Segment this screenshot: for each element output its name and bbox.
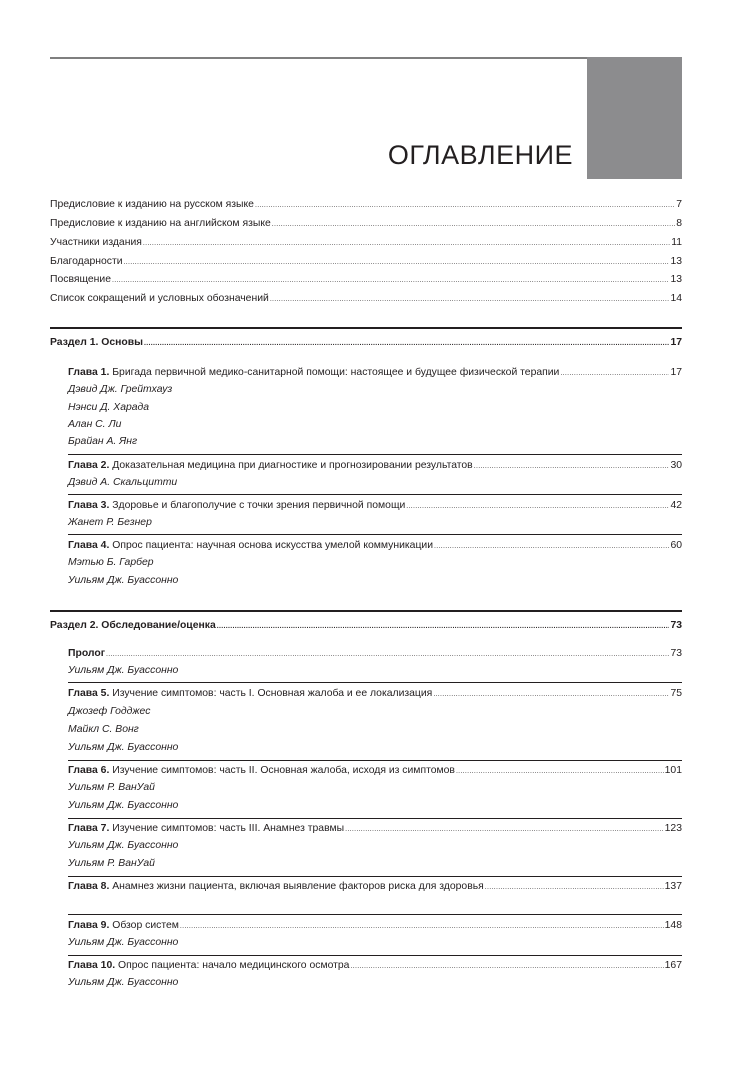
chapter-page: 60 [670,540,682,551]
section-rule [50,327,682,329]
chapter-author: Уильям Дж. Буассонно [68,742,179,753]
toc-entry[interactable] [50,198,682,213]
chapter-separator [68,914,682,915]
chapter-title: Здоровье и благополучие с точки зрения первичной помощи [109,500,406,511]
chapter-separator [68,454,682,455]
entry-title: Посвящение [50,274,112,285]
dot-leader [106,647,669,662]
chapter-author: Жанет Р. Безнер [68,517,152,528]
section-rule [50,610,682,612]
prolog-entry[interactable] [68,647,682,662]
chapter-entry[interactable] [68,764,682,779]
entry-title: Предисловие к изданию на русском языке [50,199,254,210]
section-page: 17 [670,337,682,348]
chapter-title: Изучение симптомов: часть I. Основная жалоба и ее локализация [109,688,433,699]
toc-entry[interactable] [50,292,682,307]
chapter-author: Уильям Дж. Буассонно [68,977,179,988]
entry-page: 14 [670,293,682,304]
prolog-page: 73 [670,648,682,659]
entry-title: Благодарности [50,256,123,267]
chapter-author: Нэнси Д. Харада [68,402,150,413]
toc-entry[interactable] [50,236,682,251]
chapter-page: 137 [664,881,682,892]
entry-page: 11 [671,237,682,248]
chapter-author: Алан С. Ли [68,419,122,430]
page-title: ОГЛАВЛЕНИЕ [387,140,573,170]
chapter-separator [68,534,682,535]
chapter-title: Опрос пациента: научная основа искусства умелой коммуникации [109,540,434,551]
section-heading[interactable] [50,619,682,634]
chapter-label: Глава 2. [68,460,110,471]
chapter-separator [68,818,682,819]
dot-leader [485,880,664,895]
dot-leader [270,292,670,307]
chapter-entry[interactable] [68,822,682,837]
chapter-page: 30 [670,460,682,471]
chapter-page: 101 [664,765,682,776]
chapter-label: Глава 7. [68,823,110,834]
dot-leader [456,764,664,779]
dot-leader [255,198,675,213]
chapter-author: Уильям Р. ВанУай [68,782,155,793]
chapter-author: Уильям Дж. Буассонно [68,800,179,811]
dot-leader [272,217,675,232]
chapter-entry[interactable] [68,959,682,974]
dot-leader [143,236,670,251]
toc-entry[interactable] [50,217,682,232]
chapter-author: Брайан А. Янг [68,436,138,447]
chapter-author: Майкл С. Вонг [68,724,139,735]
section-heading[interactable] [50,336,682,351]
chapter-entry[interactable] [68,499,682,514]
dot-leader [434,539,669,554]
dot-leader [144,336,669,351]
section-page: 73 [670,620,682,631]
chapter-label: Глава 4. [68,540,110,551]
entry-title: Список сокращений и условных обозначений [50,293,269,304]
chapter-author: Уильям Дж. Буассонно [68,840,179,851]
chapter-entry[interactable] [68,459,682,474]
chapter-title: Доказательная медицина при диагностике и прогнозировании результатов [109,460,473,471]
dot-leader [560,366,669,381]
chapter-label: Глава 10. [68,960,116,971]
dot-leader [406,499,669,514]
entry-page: 13 [670,256,682,267]
chapter-page: 148 [664,920,682,931]
header-rule [50,57,587,59]
chapter-separator [68,682,682,683]
dot-leader [217,619,670,634]
chapter-label: Глава 5. [68,688,110,699]
chapter-page: 17 [670,367,682,378]
dot-leader [350,959,663,974]
entry-page: 7 [676,199,682,210]
chapter-separator [68,760,682,761]
chapter-entry[interactable] [68,539,682,554]
dot-leader [112,273,669,288]
chapter-author: Дэвид А. Скальцитти [68,477,178,488]
chapter-entry[interactable] [68,366,682,381]
chapter-title: Бригада первичной медико-санитарной помощи: настоящее и будущее физической терапии [109,367,560,378]
chapter-author: Уильям Дж. Буассонно [68,665,179,676]
chapter-author: Дэвид Дж. Грейтхауз [68,384,173,395]
chapter-entry[interactable] [68,919,682,934]
entry-page: 13 [670,274,682,285]
entry-title: Участники издания [50,237,142,248]
chapter-author: Уильям Дж. Буассонно [68,937,179,948]
chapter-author: Уильям Дж. Буассонно [68,575,179,586]
header-gray-block [587,57,682,179]
chapter-label: Глава 8. [68,881,110,892]
toc-entry[interactable] [50,273,682,288]
dot-leader [124,255,670,270]
dot-leader [474,459,670,474]
chapter-author: Мэтью Б. Гарбер [68,557,154,568]
chapter-author: Джозеф Годджес [68,706,151,717]
chapter-page: 75 [670,688,682,699]
chapter-label: Глава 1. [68,367,110,378]
chapter-page: 167 [664,960,682,971]
chapter-page: 42 [670,500,682,511]
chapter-label: Глава 3. [68,500,110,511]
section-title: Раздел 1. Основы [50,337,144,348]
chapter-title: Изучение симптомов: часть II. Основная жалоба, исходя из симптомов [109,765,455,776]
chapter-title: Анамнез жизни пациента, включая выявление факторов риска для здоровья [109,881,484,892]
dot-leader [345,822,664,837]
chapter-label: Глава 6. [68,765,110,776]
section-title: Раздел 2. Обследование/оценка [50,620,216,631]
chapter-title: Изучение симптомов: часть III. Анамнез травмы [109,823,345,834]
prolog-label: Пролог [68,648,106,659]
entry-page: 8 [676,218,682,229]
dot-leader [433,687,669,702]
entry-title: Предисловие к изданию на английском языке [50,218,271,229]
chapter-label: Глава 9. [68,920,110,931]
chapter-entry[interactable] [68,687,682,702]
chapter-title: Опрос пациента: начало медицинского осмотра [115,960,350,971]
chapter-separator [68,955,682,956]
chapter-page: 123 [664,823,682,834]
chapter-author: Уильям Р. ВанУай [68,858,155,869]
dot-leader [180,919,664,934]
toc-entry[interactable] [50,255,682,270]
chapter-entry[interactable] [68,880,682,895]
chapter-separator [68,876,682,877]
chapter-title: Обзор систем [109,920,179,931]
chapter-separator [68,494,682,495]
